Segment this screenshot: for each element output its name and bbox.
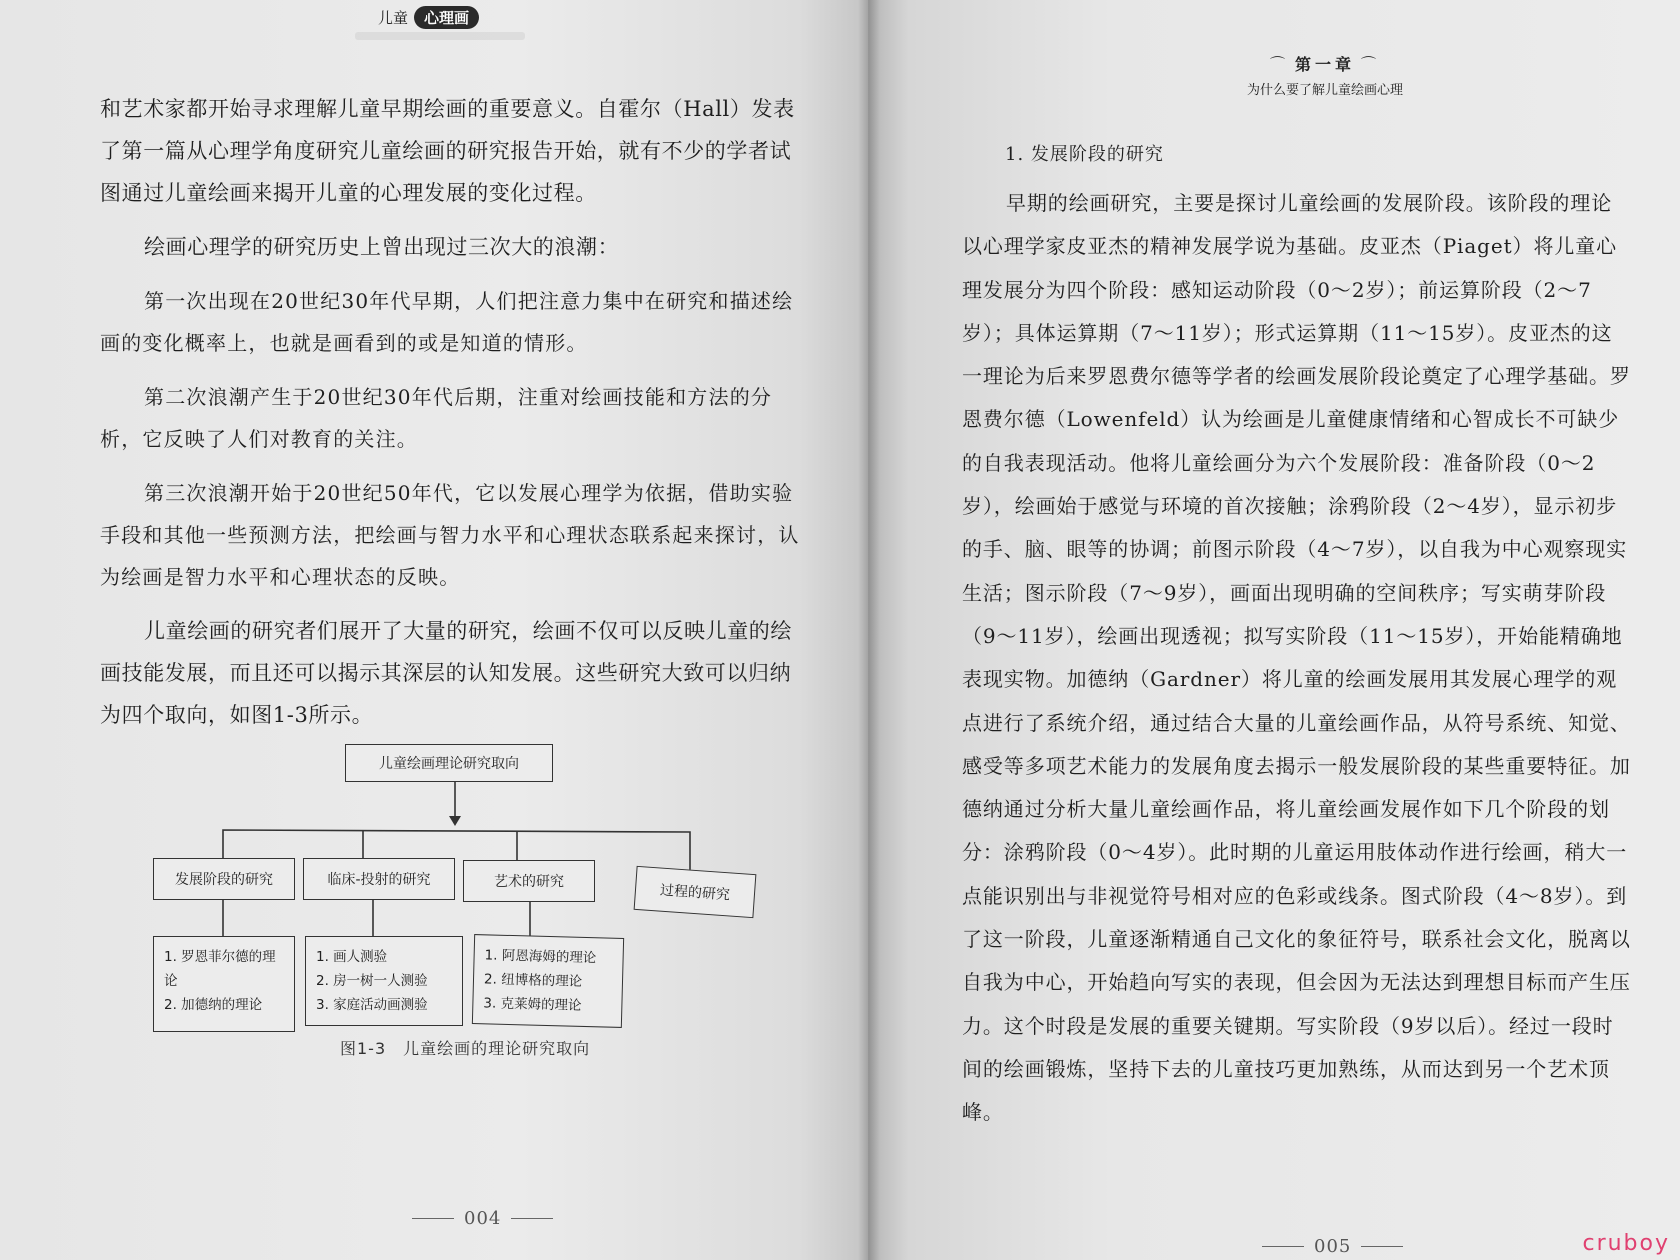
chapter-title xyxy=(1225,52,1425,75)
paragraph: 第二次浪潮产生于20世纪30年代后期，注重对绘画技能和方法的分析，它反映了人们对教育的关注。 xyxy=(100,385,773,451)
diagram-root-box: 儿童绘画理论研究取向 xyxy=(345,744,553,782)
page-number-dash xyxy=(1361,1246,1403,1248)
page-number-text: 004 xyxy=(464,1208,502,1229)
bleed-through-line xyxy=(355,32,525,40)
diagram-item: 3. 家庭活动画测验 xyxy=(316,997,428,1013)
left-body-text xyxy=(100,88,808,736)
watermark: cruboy xyxy=(1582,1231,1670,1256)
diagram-item-box xyxy=(305,936,463,1026)
diagram-branch-box: 发展阶段的研究 xyxy=(153,858,295,900)
paragraph: 儿童绘画的研究者们展开了大量的研究，绘画不仅可以反映儿童的绘画技能发展，而且还可以揭示其深层的认知发展。这些研究大致可以归纳为四个取向，如图1-3所示。 xyxy=(100,619,792,727)
diagram-item: 1. 画人测验 xyxy=(316,949,388,965)
diagram-branch-box: 临床-投射的研究 xyxy=(303,858,455,900)
research-orientation-diagram xyxy=(145,740,765,1040)
left-page-number xyxy=(412,1208,553,1229)
chapter-header xyxy=(1225,52,1425,98)
diagram-item: 2. 纽博格的理论 xyxy=(483,971,583,990)
diagram-item: 1. 阿恩海姆的理论 xyxy=(484,947,597,967)
ornament-right-icon: ⌒ xyxy=(1361,55,1381,73)
chapter-subtitle: 为什么要了解儿童绘画心理 xyxy=(1246,83,1403,98)
diagram-item-box xyxy=(472,934,624,1028)
running-head-text: 儿童 xyxy=(378,9,409,27)
diagram-item: 1. 罗恩菲尔德的理论 xyxy=(164,949,276,989)
running-head xyxy=(378,6,479,29)
page-number-text: 005 xyxy=(1314,1236,1352,1257)
paragraph: 和艺术家都开始寻求理解儿童早期绘画的重要意义。自霍尔（Hall）发表了第一篇从心理学角度研究儿童绘画的研究报告开始，就有不少的学者试图通过儿童绘画来揭开儿童的心理发展的变化过程。 xyxy=(100,97,795,205)
page-number-dash xyxy=(511,1218,553,1220)
figure-caption: 图1-3 儿童绘画的理论研究取向 xyxy=(340,1039,591,1058)
paragraph: 绘画心理学的研究历史上曾出现过三次大的浪潮： xyxy=(144,235,620,259)
diagram-item: 3. 克莱姆的理论 xyxy=(483,995,582,1014)
chapter-title-text: 第一章 xyxy=(1294,55,1355,74)
page-number-dash xyxy=(1262,1246,1304,1248)
ornament-left-icon: ⌒ xyxy=(1269,55,1289,73)
diagram-branch-box: 艺术的研究 xyxy=(463,860,595,902)
paragraph: 第三次浪潮开始于20世纪50年代，它以发展心理学为依据，借助实验手段和其他一些预测方法，把绘画与智力水平和心理状态联系起来探讨，认为绘画是智力水平和心理状态的反映。 xyxy=(100,481,800,589)
paragraph: 早期的绘画研究，主要是探讨儿童绘画的发展阶段。该阶段的理论以心理学家皮亚杰的精神发展学说为基础。皮亚杰（Piaget）将儿童心理发展分为四个阶段：感知运动阶段（0～2岁）；前运算阶段（2～7岁）；具体运算期（7～11岁）；形式运算期（11～15岁）。皮亚杰的这一理论为后来罗恩费尔德等学者的绘画发展阶段论奠定了心理学基础。罗恩费尔德（Lowenfeld）认为绘画是儿童健康情绪和心智成长不可缺少的自我表现活动。他将儿童绘画分为六个发展阶段：准备阶段（0～2岁），绘画始于感觉与环境的首次接触；涂鸦阶段（2～4岁），显示初步的手、脑、眼等的协调；前图示阶段（4～7岁），以自我为中心观察现实生活；图示阶段（7～9岁），画面出现明确的空间秩序；写实萌芽阶段（9～11岁），绘画出现透视；拟写实阶段（11～15岁），开始能精确地表现实物。加德纳（Gardner）将儿童的绘画发展用其发展心理学的观点进行了系统介绍，通过结合大量的儿童绘画作品，从符号系统、知觉、感受等多项艺术能力的发展角度去揭示一般发展阶段的某些重要特征。加德纳通过分析大量儿童绘画作品，将儿童绘画发展作如下几个阶段的划分：涂鸦阶段（0～4岁）。此时期的儿童运用肢体动作进行绘画，稍大一点能识别出与非视觉符号相对应的色彩或线条。图式阶段（4～8岁）。到了这一阶段，儿童逐渐精通自己文化的象征符号，联系社会文化，脱离以自我为中心，开始趋向写实的表现，但会因为无法达到理想目标而产生压力。这个时段是发展的重要关键期。写实阶段（9岁以后）。经过一段时间的绘画锻炼，坚持下去的儿童技巧更加熟练，从而达到另一个艺术顶峰。 xyxy=(962,191,1631,1125)
page-number-dash xyxy=(412,1218,454,1220)
book-gutter xyxy=(858,0,880,1260)
diagram-item-box xyxy=(153,936,295,1032)
paragraph: 第一次出现在20世纪30年代早期，人们把注意力集中在研究和描述绘画的变化概率上，也就是画看到的或是知道的情形。 xyxy=(100,289,794,355)
right-page-number xyxy=(1262,1236,1403,1257)
running-head-logo: 心理画 xyxy=(414,6,479,29)
section-heading: 1. 发展阶段的研究 xyxy=(1005,144,1164,165)
diagram-item: 2. 加德纳的理论 xyxy=(164,997,263,1013)
diagram-item: 2. 房一树一人测验 xyxy=(316,973,428,989)
diagram-branch-box: 过程的研究 xyxy=(634,866,757,918)
right-body-text xyxy=(962,182,1632,1135)
